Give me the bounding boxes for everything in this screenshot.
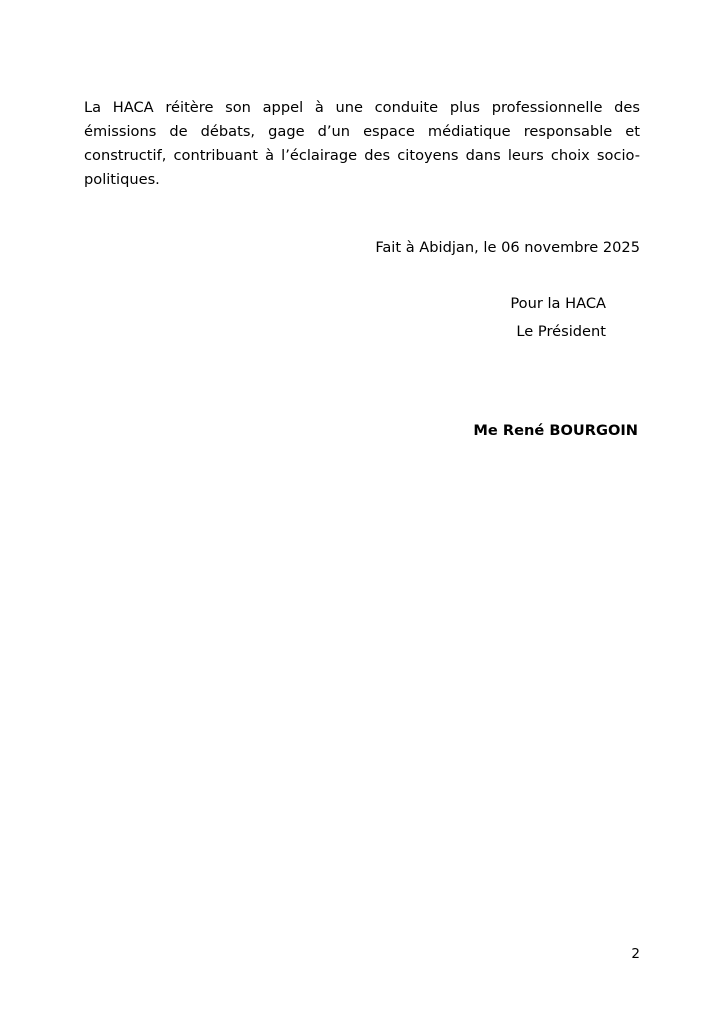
signatory-name: Me René BOURGOIN — [473, 422, 638, 439]
closing-paragraph: La HACA réitère son appel à une conduite plus professionnelle des émissions de débats, gage d’un espace médiatique responsable et constructif, contribuant à l’éclairage des citoyens dans leurs choix socio-politiques. — [84, 99, 640, 188]
page-number: 2 — [631, 946, 640, 962]
signature-block — [84, 290, 640, 346]
document-body — [84, 96, 640, 442]
signature-title: Le Président — [516, 323, 606, 340]
signature-organization: Pour la HACA — [510, 295, 606, 312]
place-and-date: Fait à Abidjan, le 06 novembre 2025 — [375, 239, 640, 256]
